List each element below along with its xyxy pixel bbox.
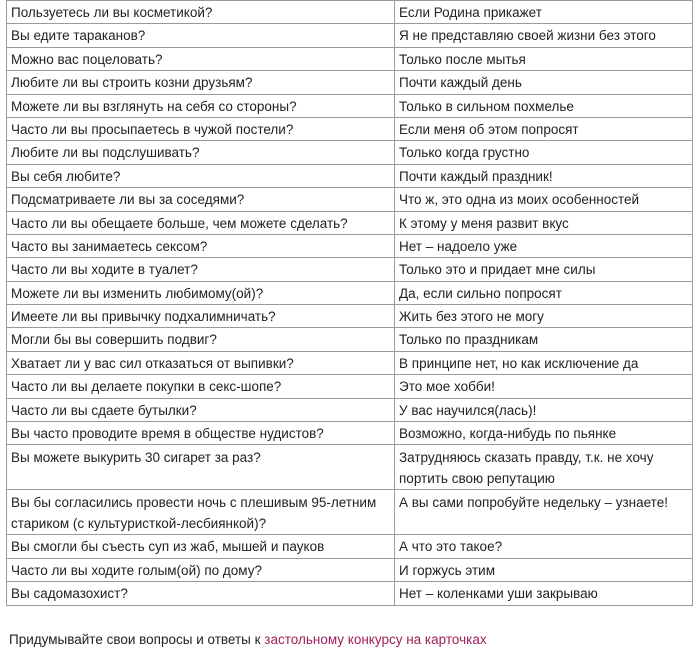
question-cell: Часто ли вы делаете покупки в секс-шопе?: [7, 375, 395, 398]
table-row: [7, 164, 693, 187]
question-cell: Любите ли вы подслушивать?: [7, 141, 395, 164]
answer-cell: Только это и придает мне силы: [395, 258, 693, 281]
answer-cell: В принципе нет, но как исключение да: [395, 351, 693, 374]
table-row: [7, 445, 693, 490]
question-cell: Хватает ли у вас сил отказаться от выпивки?: [7, 351, 395, 374]
table-row: [7, 141, 693, 164]
question-cell: Пользуетесь ли вы косметикой?: [7, 1, 395, 24]
table-row: [7, 71, 693, 94]
question-cell: Вы часто проводите время в обществе нудистов?: [7, 422, 395, 445]
question-cell: Часто ли вы ходите в туалет?: [7, 258, 395, 281]
answer-cell: К этому у меня развит вкус: [395, 211, 693, 234]
answer-cell: Возможно, когда-нибудь по пьянке: [395, 422, 693, 445]
question-cell: Вы едите тараканов?: [7, 24, 395, 47]
answer-cell: Только после мытья: [395, 47, 693, 70]
table-row: [7, 582, 693, 605]
table-row: [7, 47, 693, 70]
question-cell: Любите ли вы строить козни друзьям?: [7, 71, 395, 94]
question-cell: Часто ли вы просыпаетесь в чужой постели?: [7, 117, 395, 140]
question-cell: Часто ли вы сдаете бутылки?: [7, 398, 395, 421]
footer-text: Придумывайте свои вопросы и ответы к: [9, 632, 261, 647]
question-cell: Вы садомазохист?: [7, 582, 395, 605]
qa-table-body: [7, 1, 693, 606]
answer-cell: Затрудняюсь сказать правду, т.к. не хочу портить свою репутацию: [395, 445, 693, 490]
table-row: [7, 305, 693, 328]
footer-note: [9, 632, 487, 647]
question-cell: Вы смогли бы съесть суп из жаб, мышей и пауков: [7, 535, 395, 558]
question-cell: Часто ли вы ходите голым(ой) по дому?: [7, 558, 395, 581]
question-cell: Часто вы занимаетесь сексом?: [7, 234, 395, 257]
question-cell: Могли бы вы совершить подвиг?: [7, 328, 395, 351]
answer-cell: Нет – коленками уши закрываю: [395, 582, 693, 605]
answer-cell: И горжусь этим: [395, 558, 693, 581]
answer-cell: Только по праздникам: [395, 328, 693, 351]
table-row: [7, 535, 693, 558]
table-row: [7, 117, 693, 140]
question-cell: Можно вас поцеловать?: [7, 47, 395, 70]
answer-cell: Почти каждый праздник!: [395, 164, 693, 187]
answer-cell: Это мое хобби!: [395, 375, 693, 398]
table-row: [7, 351, 693, 374]
answer-cell: Если меня об этом попросят: [395, 117, 693, 140]
answer-cell: А что это такое?: [395, 535, 693, 558]
answer-cell: Нет – надоело уже: [395, 234, 693, 257]
table-row: [7, 211, 693, 234]
table-row: [7, 281, 693, 304]
table-row: [7, 234, 693, 257]
table-row: [7, 328, 693, 351]
answer-cell: У вас научился(лась)!: [395, 398, 693, 421]
answer-cell: Только когда грустно: [395, 141, 693, 164]
answer-cell: Только в сильном похмелье: [395, 94, 693, 117]
question-cell: Вы бы согласились провести ночь с плешивым 95-летним стариком (с культуристкой-лесбиянкой)?: [7, 490, 395, 535]
table-row: [7, 94, 693, 117]
table-row: [7, 1, 693, 24]
answer-cell: Да, если сильно попросят: [395, 281, 693, 304]
question-cell: Имеете ли вы привычку подхалимничать?: [7, 305, 395, 328]
question-cell: Часто ли вы обещаете больше, чем можете сделать?: [7, 211, 395, 234]
table-row: [7, 422, 693, 445]
table-row: [7, 490, 693, 535]
table-row: [7, 375, 693, 398]
table-row: [7, 398, 693, 421]
question-cell: Можете ли вы изменить любимому(ой)?: [7, 281, 395, 304]
question-cell: Можете ли вы взглянуть на себя со стороны?: [7, 94, 395, 117]
answer-cell: А вы сами попробуйте недельку – узнаете!: [395, 490, 693, 535]
footer-link[interactable]: застольному конкурсу на карточках: [264, 632, 487, 647]
question-cell: Подсматриваете ли вы за соседями?: [7, 188, 395, 211]
answer-cell: Жить без этого не могу: [395, 305, 693, 328]
answer-cell: Почти каждый день: [395, 71, 693, 94]
table-row: [7, 258, 693, 281]
table-row: [7, 188, 693, 211]
qa-table: [6, 0, 693, 606]
answer-cell: Я не представляю своей жизни без этого: [395, 24, 693, 47]
question-cell: Вы можете выкурить 30 сигарет за раз?: [7, 445, 395, 490]
question-cell: Вы себя любите?: [7, 164, 395, 187]
table-row: [7, 558, 693, 581]
answer-cell: Что ж, это одна из моих особенностей: [395, 188, 693, 211]
table-row: [7, 24, 693, 47]
answer-cell: Если Родина прикажет: [395, 1, 693, 24]
